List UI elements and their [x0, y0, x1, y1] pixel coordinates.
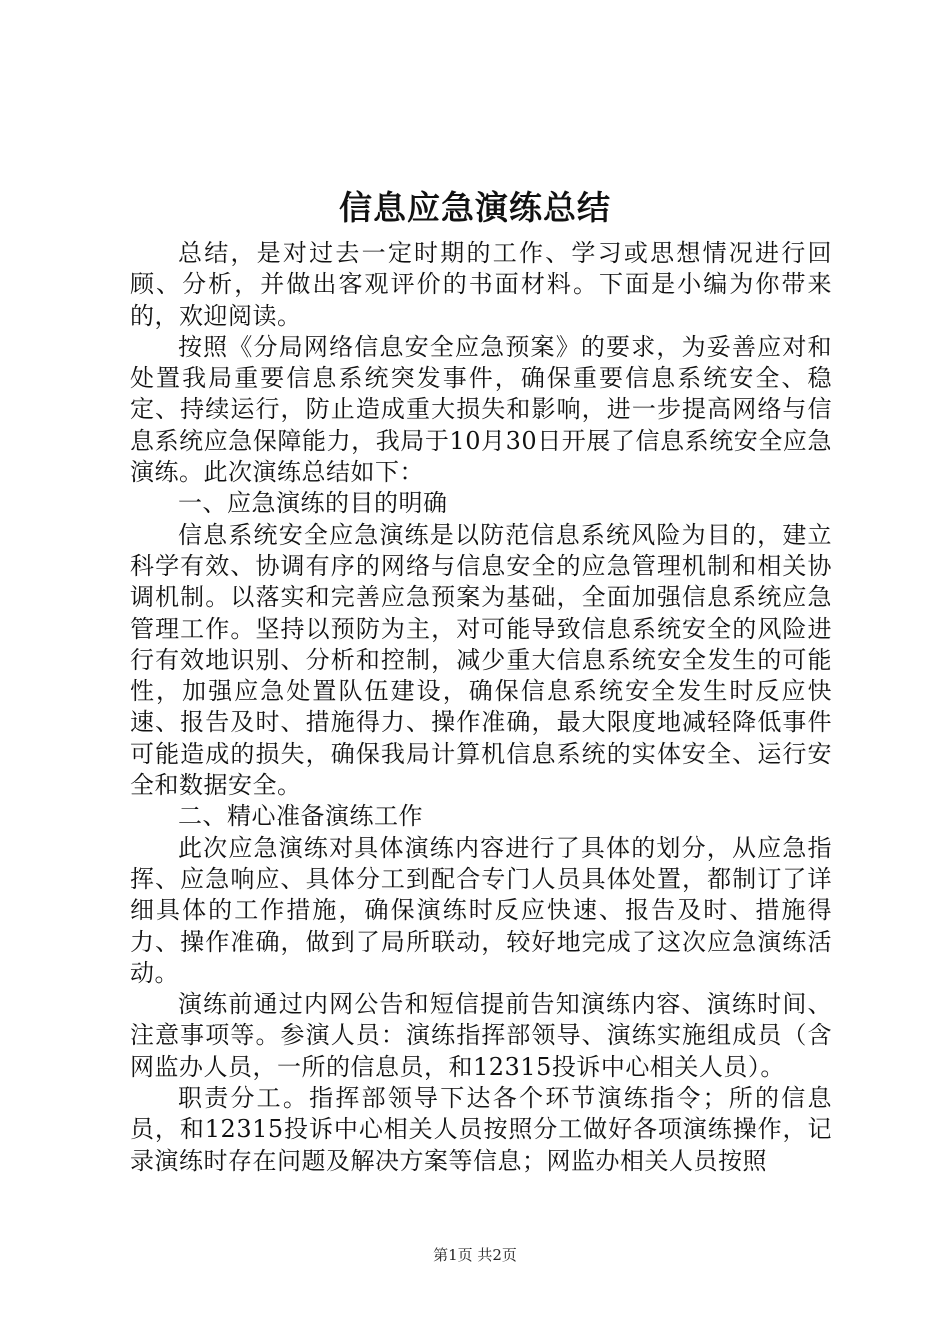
document-title: 信息应急演练总结 — [339, 188, 611, 227]
paragraph-intro: 总结，是对过去一定时期的工作、学习或思想情况进行回顾、分析，并做出客观评价的书面材料。下面是小编为你带来的，欢迎阅读。 — [130, 239, 832, 330]
paragraph-participants: 演练前通过内网公告和短信提前告知演练内容、演练时间、注意事项等。参演人员：演练指挥部领导、演练实施组成员（含网监办人员，一所的信息员，和12315投诉中心相关人员）。 — [130, 990, 832, 1081]
paragraph-background: 按照《分局网络信息安全应急预案》的要求，为妥善应对和处置我局重要信息系统突发事件，确保重要信息系统安全、稳定、持续运行，防止造成重大损失和影响，进一步提高网络与信息系统应急保障能力，我局于10月30日开展了信息系统安全应急演练。此次演练总结如下： — [130, 332, 832, 487]
page-footer: 第1页 共2页 — [433, 1246, 517, 1264]
section-heading-2: 二、精心准备演练工作 — [178, 802, 423, 831]
paragraph-purpose: 信息系统安全应急演练是以防范信息系统风险为目的，建立科学有效、协调有序的网络与信息安全的应急管理机制和相关协调机制。以落实和完善应急预案为基础，全面加强信息系统应急管理工作。坚持以预防为主，对可能导致信息系统安全的风险进行有效地识别、分析和控制，减少重大信息系统安全发生的可能性，加强应急处置队伍建设，确保信息系统安全发生时反应快速、报告及时、措施得力、操作准确，最大限度地减轻降低事件可能造成的损失，确保我局计算机信息系统的实体安全、运行安全和数据安全。 — [130, 520, 832, 800]
document-body — [130, 238, 832, 1177]
section-heading-1: 一、应急演练的目的明确 — [178, 489, 448, 518]
paragraph-responsibilities: 职责分工。指挥部领导下达各个环节演练指令；所的信息员，和12315投诉中心相关人员按照分工做好各项演练操作，记录演练时存在问题及解决方案等信息；网监办相关人员按照 — [130, 1084, 832, 1175]
paragraph-preparation: 此次应急演练对具体演练内容进行了具体的划分，从应急指挥、应急响应、具体分工到配合专门人员具体处置，都制订了详细具体的工作措施，确保演练时反应快速、报告及时、措施得力、操作准确，做到了局所联动，较好地完成了这次应急演练活动。 — [130, 833, 832, 987]
